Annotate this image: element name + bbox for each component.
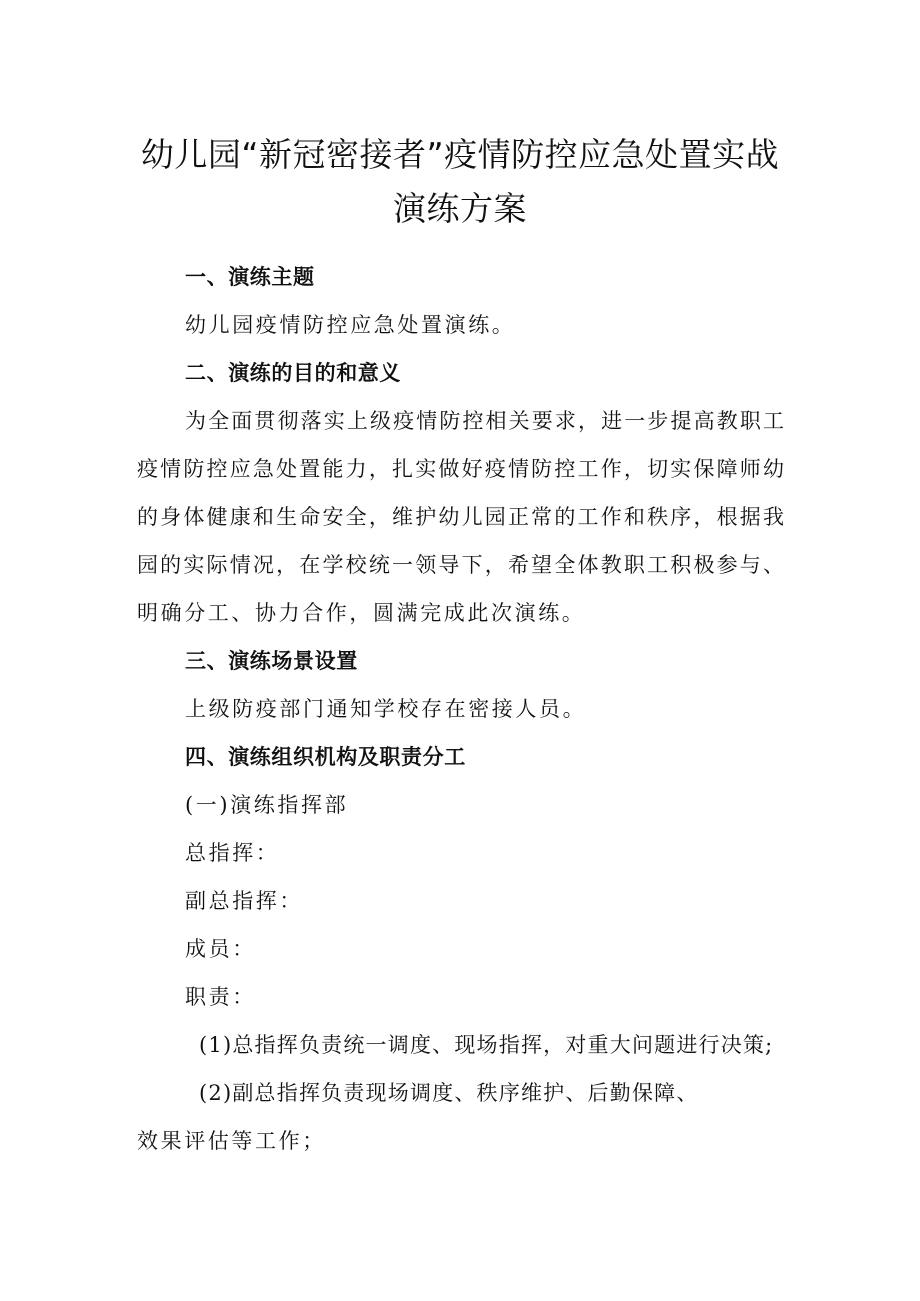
paragraph-theme: 幼儿园疫情防控应急处置演练。	[185, 313, 516, 337]
title-line-2: 演练方案	[393, 189, 527, 228]
paragraph-purpose-line-3: 的身体健康和生命安全，维护幼儿园正常的工作和秩序，根据我	[137, 505, 785, 529]
duty-item-2: (2)副总指挥负责现场调度、秩序维护、后勤保障、	[199, 1081, 699, 1105]
field-deputy-commander: 副总指挥：	[185, 889, 303, 913]
duty-item-1: (1)总指挥负责统一调度、现场指挥，对重大问题进行决策;	[199, 1033, 774, 1057]
section-heading-organization: 四、演练组织机构及职责分工	[185, 745, 466, 769]
section-heading-theme: 一、演练主题	[185, 265, 315, 289]
field-duties: 职责：	[185, 985, 256, 1009]
paragraph-purpose-line-1: 为全面贯彻落实上级疫情防控相关要求，进一步提高教职工	[185, 409, 785, 433]
paragraph-purpose-line-5: 明确分工、协力合作，圆满完成此次演练。	[137, 601, 586, 625]
duty-item-2-continued: 效果评估等工作；	[137, 1129, 326, 1153]
paragraph-scenario: 上级防疫部门通知学校存在密接人员。	[185, 697, 587, 721]
subheading-command: (一)演练指挥部	[185, 793, 349, 817]
paragraph-purpose-line-4: 园的实际情况，在学校统一领导下，希望全体教职工积极参与、	[137, 553, 785, 577]
field-members: 成员：	[185, 937, 256, 961]
field-commander: 总指挥：	[185, 841, 280, 865]
title-line-1: 幼儿园“新冠密接者”疫情防控应急处置实战	[140, 135, 780, 174]
section-heading-scenario: 三、演练场景设置	[185, 649, 358, 673]
document-title	[120, 128, 800, 236]
paragraph-purpose-line-2: 疫情防控应急处置能力，扎实做好疫情防控工作，切实保障师幼	[137, 457, 785, 481]
section-heading-purpose: 二、演练的目的和意义	[185, 361, 401, 385]
